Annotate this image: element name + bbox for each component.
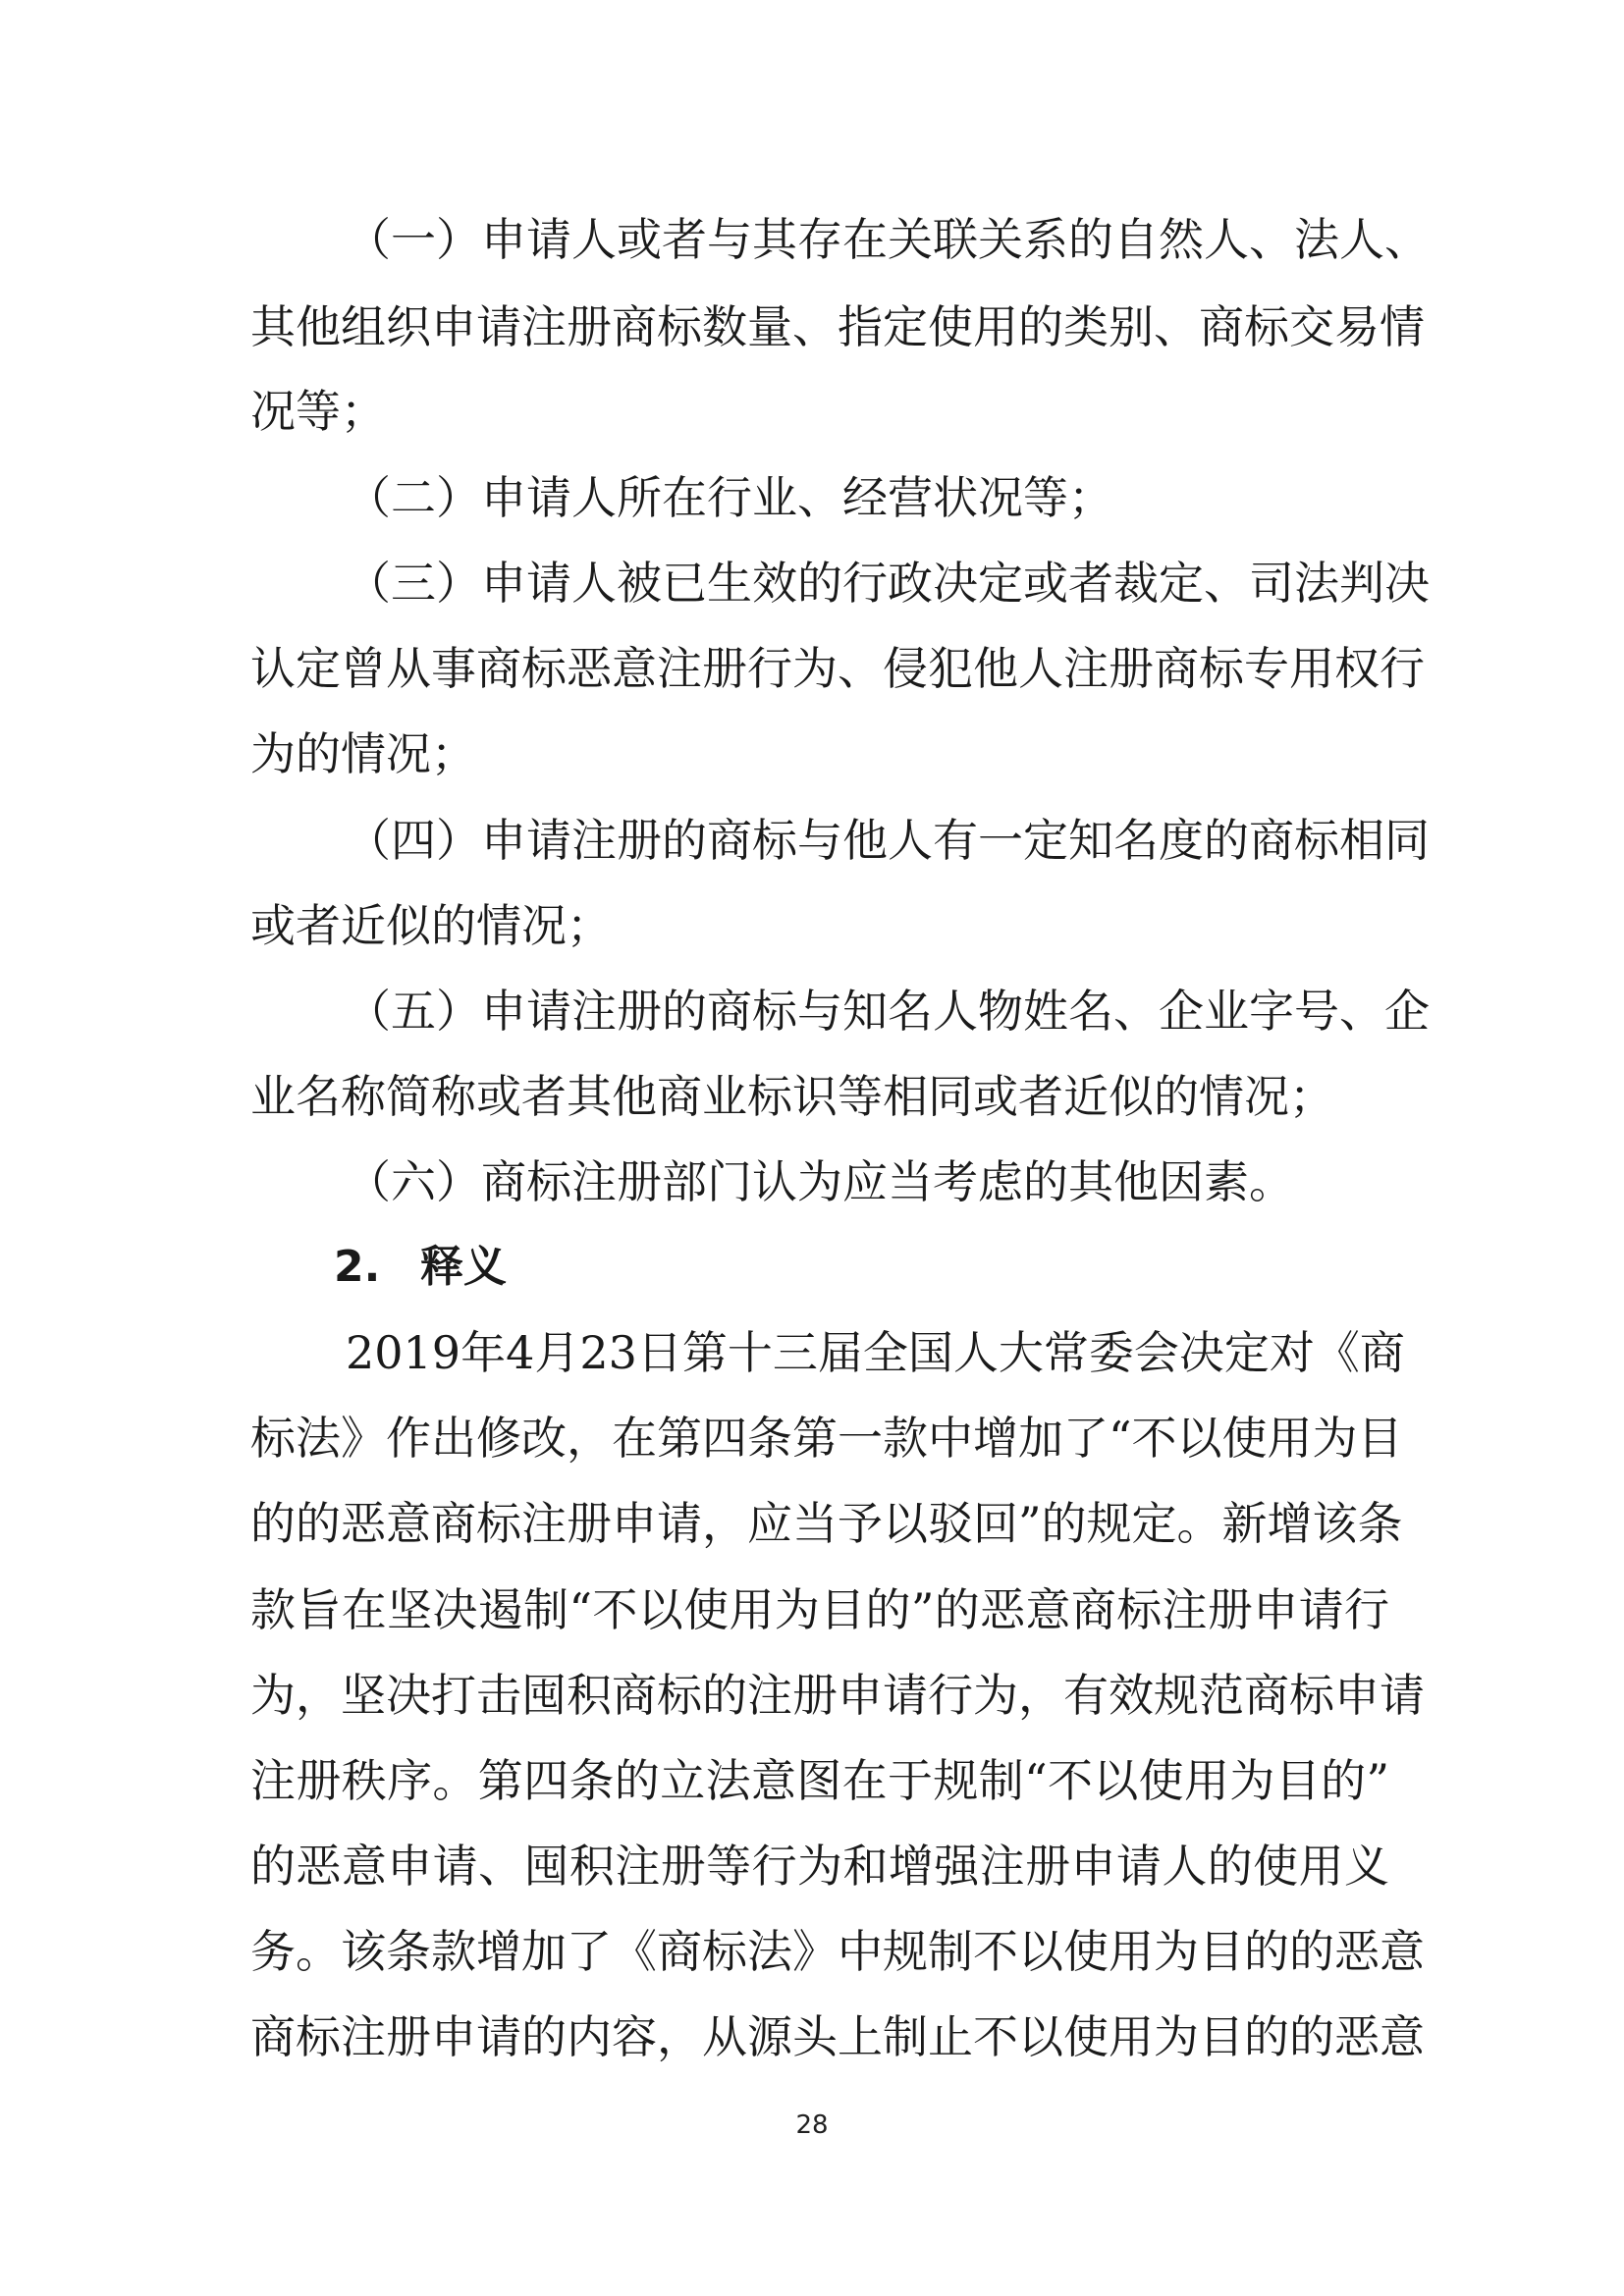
paragraph-line: （三）申请人被已生效的行政决定或者裁定、司法判决: [346, 557, 1430, 610]
paragraph-line: 其他组织申请注册商标数量、指定使用的类别、商标交易情: [250, 300, 1425, 353]
paragraph-line: （六）商标注册部门认为应当考虑的其他因素。: [346, 1155, 1294, 1208]
paragraph-line: 的的恶意商标注册申请，应当予以驳回”的规定。新增该条: [250, 1497, 1403, 1550]
paragraph-line: 商标注册申请的内容，从源头上制止不以使用为目的的恶意: [250, 2010, 1425, 2063]
paragraph-line: 或者近似的情况；: [250, 899, 612, 952]
paragraph-line: 标法》作出修改，在第四条第一款中增加了“不以使用为目: [250, 1412, 1403, 1465]
paragraph-line: 认定曾从事商标恶意注册行为、侵犯他人注册商标专用权行: [250, 642, 1425, 695]
paragraph-line: 为，坚决打击囤积商标的注册申请行为，有效规范商标申请: [250, 1669, 1425, 1722]
paragraph-line: （四）申请注册的商标与他人有一定知名度的商标相同: [346, 814, 1430, 867]
paragraph-line: 况等；: [250, 385, 386, 438]
paragraph-line: （五）申请注册的商标与知名人物姓名、企业字号、企: [346, 985, 1430, 1038]
paragraph-line: 业名称简称或者其他商业标识等相同或者近似的情况；: [250, 1070, 1334, 1123]
paragraph-line: 务。该条款增加了《商标法》中规制不以使用为目的的恶意: [250, 1925, 1425, 1978]
paragraph-line: 注册秩序。第四条的立法意图在于规制“不以使用为目的”: [250, 1754, 1389, 1807]
section-number: 2.: [334, 1242, 381, 1292]
section-title: 释义: [420, 1242, 507, 1292]
paragraph-line: 为的情况；: [250, 727, 476, 780]
paragraph-line: （一）申请人或者与其存在关联关系的自然人、法人、: [346, 213, 1430, 266]
paragraph-line: （二）申请人所在行业、经营状况等；: [346, 471, 1113, 524]
paragraph-line: 款旨在坚决遏制“不以使用为目的”的恶意商标注册申请行: [250, 1583, 1389, 1636]
page-number: 28: [795, 2110, 829, 2140]
paragraph-line: 的恶意申请、囤积注册等行为和增强注册申请人的使用义: [250, 1840, 1389, 1893]
section-heading: [334, 1237, 507, 1298]
paragraph-line: 2019年4月23日第十三届全国人大常委会决定对《商: [346, 1326, 1405, 1379]
